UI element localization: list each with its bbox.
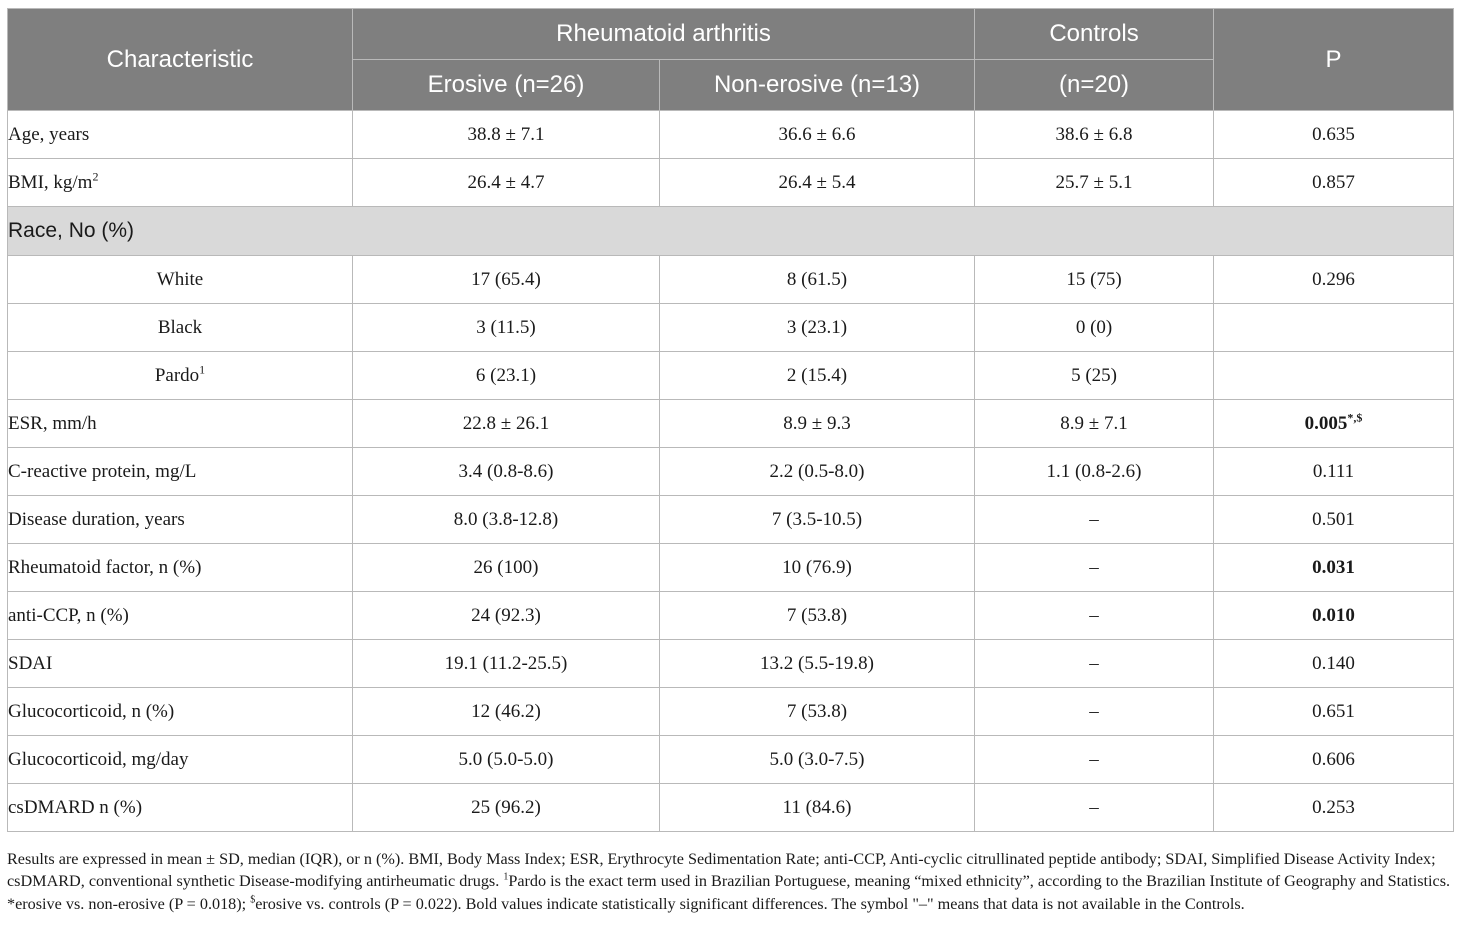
erosive-value: 25 (96.2) [353,784,660,832]
non-erosive-value: 7 (3.5-10.5) [660,496,975,544]
p-value: 0.031 [1214,544,1454,592]
row-label: Pardo [154,364,200,386]
p-value: 0.651 [1214,688,1454,736]
erosive-value: 8.0 (3.8-12.8) [353,496,660,544]
non-erosive-value: 26.4 ± 5.4 [660,159,975,207]
erosive-value: 26 (100) [353,544,660,592]
controls-value: 15 (75) [975,256,1214,304]
non-erosive-value: 11 (84.6) [660,784,975,832]
non-erosive-value: 5.0 (3.0-7.5) [660,736,975,784]
controls-value: 25.7 ± 5.1 [975,159,1214,207]
table-row [8,304,1454,352]
table-row [8,736,1454,784]
row-label-cell [8,352,353,400]
controls-value: – [975,496,1214,544]
erosive-value: 6 (23.1) [353,352,660,400]
non-erosive-value: 2.2 (0.5-8.0) [660,448,975,496]
row-label: Black [8,304,353,352]
row-label-cell [8,159,353,207]
erosive-value: 3 (11.5) [353,304,660,352]
controls-value: – [975,688,1214,736]
table-row [8,352,1454,400]
footnote-text: Pardo is the exact term used in Brazilian Portuguese, meaning “mixed ethnicity”, according to the Brazilian Institute of Geography and Statistics. *erosive vs. non-erosive (P = 0.018); [7,872,1451,913]
table-row [8,400,1454,448]
table-row [8,640,1454,688]
table-footnote [7,848,1457,915]
row-label: Age, years [8,111,353,159]
p-value: 0.253 [1214,784,1454,832]
non-erosive-value: 2 (15.4) [660,352,975,400]
row-label: csDMARD n (%) [8,784,353,832]
superscript: 1 [503,872,509,884]
controls-value: – [975,736,1214,784]
footnote-text: Results are expressed in mean ± SD, median (IQR), or n (%). BMI, Body Mass Index; ESR, Erythrocyte Sedimentation Rate; anti-CCP, Anti-cyclic citrullinated peptide antibody; SDAI, Simplified Disease Activity Index; csDMARD, conventional synthetic Disease-modifying antirheumatic drugs. [7,850,1436,891]
superscript: $ [250,894,256,906]
table-row [8,544,1454,592]
non-erosive-value: 8.9 ± 9.3 [660,400,975,448]
erosive-value: 22.8 ± 26.1 [353,400,660,448]
header-non-erosive: Non-erosive (n=13) [660,60,975,111]
controls-value: – [975,640,1214,688]
p-value: 0.501 [1214,496,1454,544]
p-value-cell [1214,400,1454,448]
p-value: 0.010 [1214,592,1454,640]
footnote-text: erosive vs. controls (P = 0.022). Bold values indicate statistically significant differences. The symbol "–" means that data is not available in the Controls. [255,894,1245,913]
table-row [8,688,1454,736]
row-label: C-reactive protein, mg/L [8,448,353,496]
p-value: 0.111 [1214,448,1454,496]
non-erosive-value: 36.6 ± 6.6 [660,111,975,159]
row-label: BMI, kg/m [8,171,93,193]
table-header [8,9,1454,111]
erosive-value: 38.8 ± 7.1 [353,111,660,159]
header-controls-n: (n=20) [975,60,1214,111]
header-p: P [1214,9,1454,111]
characteristics-table [7,8,1454,832]
row-label: Glucocorticoid, mg/day [8,736,353,784]
table-row [8,496,1454,544]
table-row [8,784,1454,832]
table-row [8,592,1454,640]
controls-value: 1.1 (0.8-2.6) [975,448,1214,496]
row-label: White [8,256,353,304]
table-row [8,448,1454,496]
controls-value: – [975,544,1214,592]
controls-value: 38.6 ± 6.8 [975,111,1214,159]
row-label: ESR, mm/h [8,400,353,448]
p-value [1214,304,1454,352]
header-characteristic: Characteristic [8,9,353,111]
section-row [8,207,1454,256]
header-erosive: Erosive (n=26) [353,60,660,111]
row-label: SDAI [8,640,353,688]
table-row [8,159,1454,207]
header-ra-group: Rheumatoid arthritis [353,9,975,60]
erosive-value: 19.1 (11.2-25.5) [353,640,660,688]
p-value: 0.296 [1214,256,1454,304]
controls-value: 0 (0) [975,304,1214,352]
non-erosive-value: 7 (53.8) [660,688,975,736]
erosive-value: 12 (46.2) [353,688,660,736]
p-value [1214,352,1454,400]
non-erosive-value: 10 (76.9) [660,544,975,592]
p-value: 0.140 [1214,640,1454,688]
table-row [8,256,1454,304]
section-race: Race, No (%) [8,207,1454,256]
row-label: Glucocorticoid, n (%) [8,688,353,736]
non-erosive-value: 13.2 (5.5-19.8) [660,640,975,688]
controls-value: 5 (25) [975,352,1214,400]
superscript: 1 [199,362,206,377]
erosive-value: 3.4 (0.8-8.6) [353,448,660,496]
erosive-value: 5.0 (5.0-5.0) [353,736,660,784]
controls-value: 8.9 ± 7.1 [975,400,1214,448]
non-erosive-value: 3 (23.1) [660,304,975,352]
p-value: 0.635 [1214,111,1454,159]
erosive-value: 24 (92.3) [353,592,660,640]
p-value: 0.005 [1304,412,1348,434]
controls-value: – [975,784,1214,832]
non-erosive-value: 7 (53.8) [660,592,975,640]
row-label: Rheumatoid factor, n (%) [8,544,353,592]
superscript: 2 [92,169,99,184]
row-label: anti-CCP, n (%) [8,592,353,640]
table-row [8,111,1454,159]
superscript: *,$ [1347,410,1363,425]
controls-value: – [975,592,1214,640]
erosive-value: 17 (65.4) [353,256,660,304]
p-value: 0.606 [1214,736,1454,784]
non-erosive-value: 8 (61.5) [660,256,975,304]
row-label: Disease duration, years [8,496,353,544]
p-value: 0.857 [1214,159,1454,207]
header-controls: Controls [975,9,1214,60]
erosive-value: 26.4 ± 4.7 [353,159,660,207]
